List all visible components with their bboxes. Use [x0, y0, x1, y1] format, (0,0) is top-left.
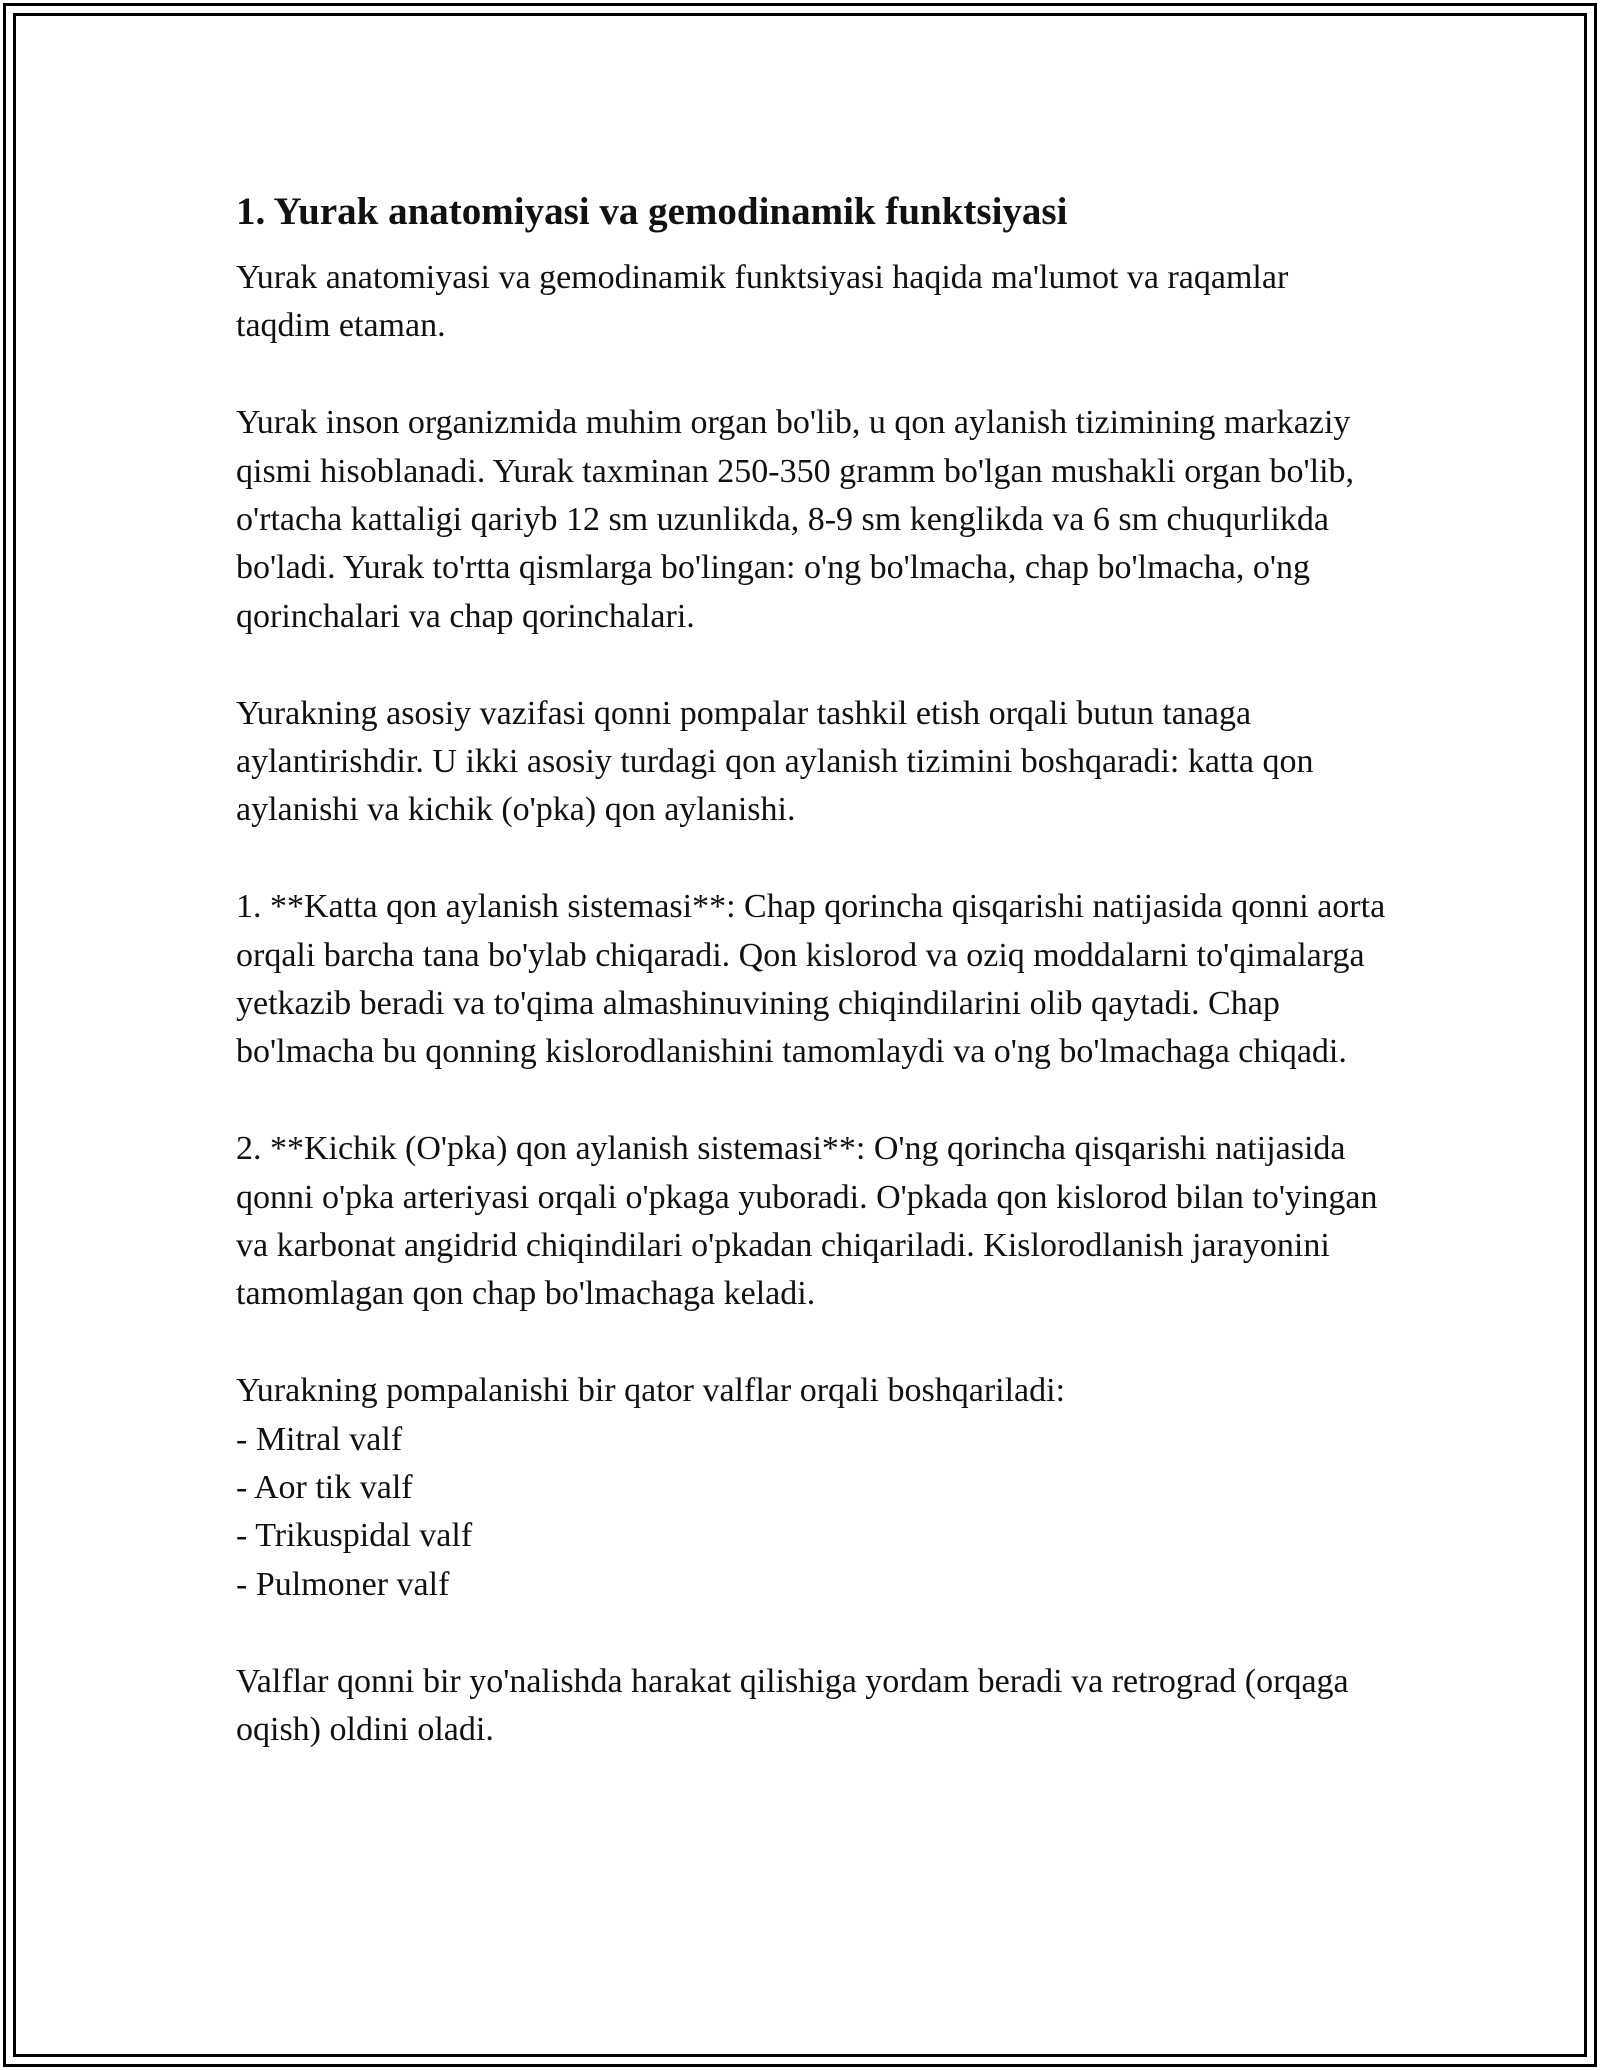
- heart-description-paragraph: Yurak inson organizmida muhim organ bo'lib, u qon aylanish tizimining markaziy qismi hisoblanadi. Yurak taxminan 250-350 gramm bo'lgan mushakli organ bo'lib, o'rtacha kattaligi qariyb 12 sm uzunlikda, 8-9 sm kenglikda va 6 sm chuqurlikda bo'ladi. Yurak to'rtta qismlarga bo'lingan: o'ng bo'lmacha, chap bo'lmacha, o'ng qorinchalari va chap qorinchalari.: [236, 404, 1355, 635]
- intro-paragraph: Yurak anatomiyasi va gemodinamik funktsiyasi haqida ma'lumot va raqamlar taqdim etaman.: [236, 259, 1289, 345]
- valves-list: [236, 1416, 1386, 1610]
- heart-function-paragraph: Yurakning asosiy vazifasi qonni pompalar tashkil etish orqali butun tanaga aylantirishdir. U ikki asosiy turdagi qon aylanish tizimini boshqaradi: katta qon aylanishi va kichik (o'pka) qon aylanishi.: [236, 694, 1314, 829]
- valves-intro: Yurakning pompalanishi bir qator valflar orqali boshqariladi:: [236, 1372, 1066, 1410]
- systemic-circulation-paragraph: 1. **Katta qon aylanish sistemasi**: Chap qorincha qisqarishi natijasida qonni aorta orqali barcha tana bo'ylab chiqaradi. Qon kislorod va oziq moddalarni to'qimalarga yetkazib beradi va to'qima almashinuvining chiqindilarini olib qaytadi. Chap bo'lmacha bu qonning kislorodlanishini tamomlaydi va o'ng bo'lmachaga chiqadi.: [236, 888, 1386, 1071]
- list-item: - Pulmoner valf: [236, 1561, 1386, 1609]
- pulmonary-circulation-paragraph: 2. **Kichik (O'pka) qon aylanish sistemasi**: O'ng qorincha qisqarishi natijasida qonni o'pka arteriyasi orqali o'pkaga yuboradi. O'pkada qon kislorod bilan to'yingan va karbonat angidrid chiqindilari o'pkadan chiqariladi. Kislorodlanish jarayonini tamomlagan qon chap bo'lmachaga keladi.: [236, 1130, 1378, 1313]
- list-item: - Mitral valf: [236, 1416, 1386, 1464]
- list-item: - Aor tik valf: [236, 1464, 1386, 1512]
- list-item: - Trikuspidal valf: [236, 1512, 1386, 1560]
- section-heading: 1. Yurak anatomiyasi va gemodinamik funktsiyasi: [236, 190, 1068, 233]
- closing-paragraph: Valflar qonni bir yo'nalishda harakat qilishiga yordam beradi va retrograd (orqaga oqish) oldini oladi.: [236, 1662, 1349, 1749]
- document-body: [236, 186, 1386, 1803]
